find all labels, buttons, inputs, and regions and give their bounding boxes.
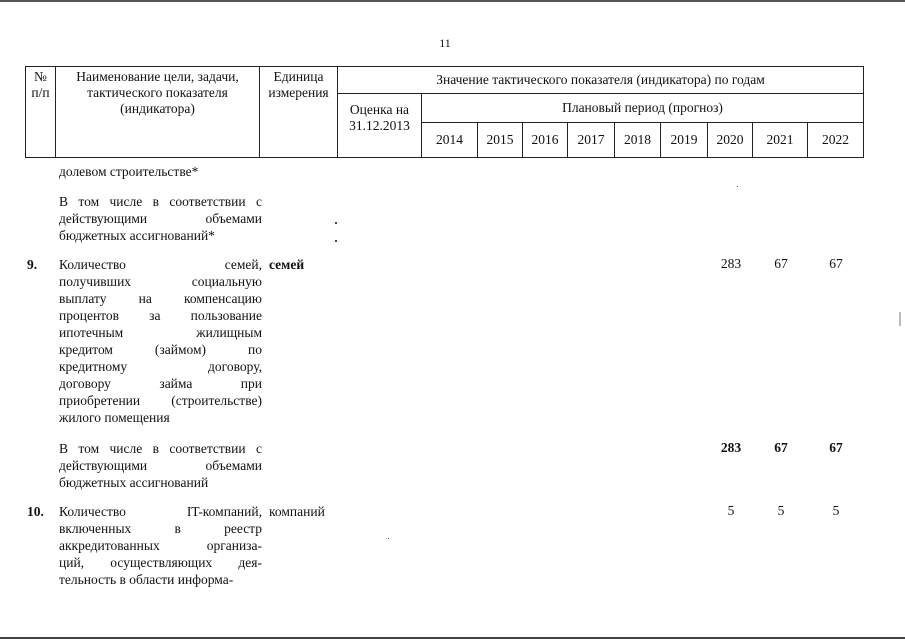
scan-top-edge [0,0,905,2]
scan-speck [388,538,389,539]
scan-speck [737,186,738,187]
header-year-2018: 2018 [615,123,661,158]
row-9-subitem-value-2022: 67 [829,440,843,455]
header-values: Значение тактического показателя (индикатора) по годам [338,67,864,94]
row-9-name: Количество семей, получивших социальную выплату на компенсацию процентов за пользование ипотечным жилищным кредитом (займом) по кредитному договору, договору займа при приобретении (строительстве) жилого помещения [59,257,262,425]
row-9-number: 9. [27,257,38,272]
header-year-2016: 2016 [523,123,568,158]
row-9-subitem-name: В том числе в соответствии с действующими объемами бюджетных ассигнований [59,441,262,490]
header-year-2022: 2022 [808,123,864,158]
row-9-value-2022: 67 [829,256,843,271]
header-name: Наименование цели, задачи, тактического показателя (индикатора) [56,67,260,158]
row-10-value-2020: 5 [727,503,735,518]
header-year-2017: 2017 [568,123,615,158]
scan-speck [335,240,337,242]
row-9-value-2020: 283 [720,256,742,271]
page-number: 11 [439,36,451,50]
header-year-2019: 2019 [661,123,708,158]
row-9-subitem-value-2021: 67 [774,440,788,455]
row-9-unit: семей [269,257,305,272]
header-estimate: Оценка на 31.12.2013 [338,94,422,158]
row-10-number: 10. [27,504,44,519]
row-10-unit: компаний [269,504,325,519]
scan-speck [335,222,337,224]
header-plan: Плановый период (прогноз) [422,94,864,123]
header-unit: Единица измерения [260,67,338,158]
scan-mark [899,312,901,326]
header-year-2020: 2020 [708,123,753,158]
indicator-table-header [25,66,864,158]
header-number: № п/п [26,67,56,158]
header-year-2014: 2014 [422,123,478,158]
row-10-name: Количество IT-компаний, включенных в реестр аккредитованных организа- ций, осуществляющих дея- тельность в области информа- [59,504,262,587]
scan-bottom-edge [0,637,905,639]
header-year-2021: 2021 [753,123,808,158]
row-10-value-2021: 5 [777,503,785,518]
row-9-subitem-value-2020: 283 [720,440,742,455]
continued-text: долевом строительстве* [59,164,199,179]
row-9-value-2021: 67 [774,256,788,271]
continued-subitem-text: В том числе в соответствии с действующими объемами бюджетных ассигнований* [59,194,262,243]
row-10-value-2022: 5 [832,503,840,518]
header-year-2015: 2015 [478,123,523,158]
